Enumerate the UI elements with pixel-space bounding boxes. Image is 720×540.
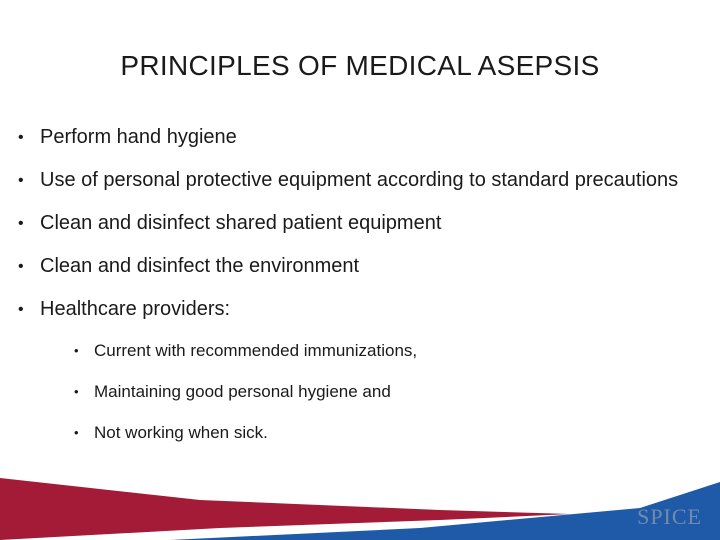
bullet-item <box>18 126 708 149</box>
bullet-marker: • <box>18 258 24 275</box>
sub-bullet-marker: • <box>74 343 79 358</box>
sub-bullet-list <box>40 341 708 443</box>
sub-bullet-text: Current with recommended immunizations, <box>94 341 418 360</box>
sub-bullet-marker: • <box>74 384 79 399</box>
spice-logo: SPICE <box>637 504 702 529</box>
footer-decorative-band <box>0 478 720 540</box>
sub-bullet-item <box>74 382 708 402</box>
bullet-text: Clean and disinfect shared patient equipment <box>40 212 442 234</box>
sub-bullet-text: Maintaining good personal hygiene and <box>94 382 391 401</box>
bullet-marker: • <box>18 172 24 189</box>
sub-bullet-text: Not working when sick. <box>94 423 268 442</box>
bullet-text: Healthcare providers: <box>40 298 231 320</box>
sub-bullet-item <box>74 341 708 361</box>
bullet-marker: • <box>18 129 24 146</box>
bullet-text: Clean and disinfect the environment <box>40 255 360 277</box>
bullet-marker: • <box>18 215 24 232</box>
slide-title: PRINCIPLES OF MEDICAL ASEPSIS <box>120 50 600 81</box>
bullet-item <box>18 169 708 192</box>
bullet-text: Use of personal protective equipment according to standard precautions <box>40 169 679 191</box>
bullet-item <box>18 255 708 278</box>
bullet-item <box>18 212 708 235</box>
sub-bullet-item <box>74 423 708 443</box>
bullet-marker: • <box>18 301 24 318</box>
sub-bullet-marker: • <box>74 425 79 440</box>
bullet-text: Perform hand hygiene <box>40 126 237 148</box>
bullet-item <box>18 298 708 443</box>
bullet-list <box>18 126 708 464</box>
